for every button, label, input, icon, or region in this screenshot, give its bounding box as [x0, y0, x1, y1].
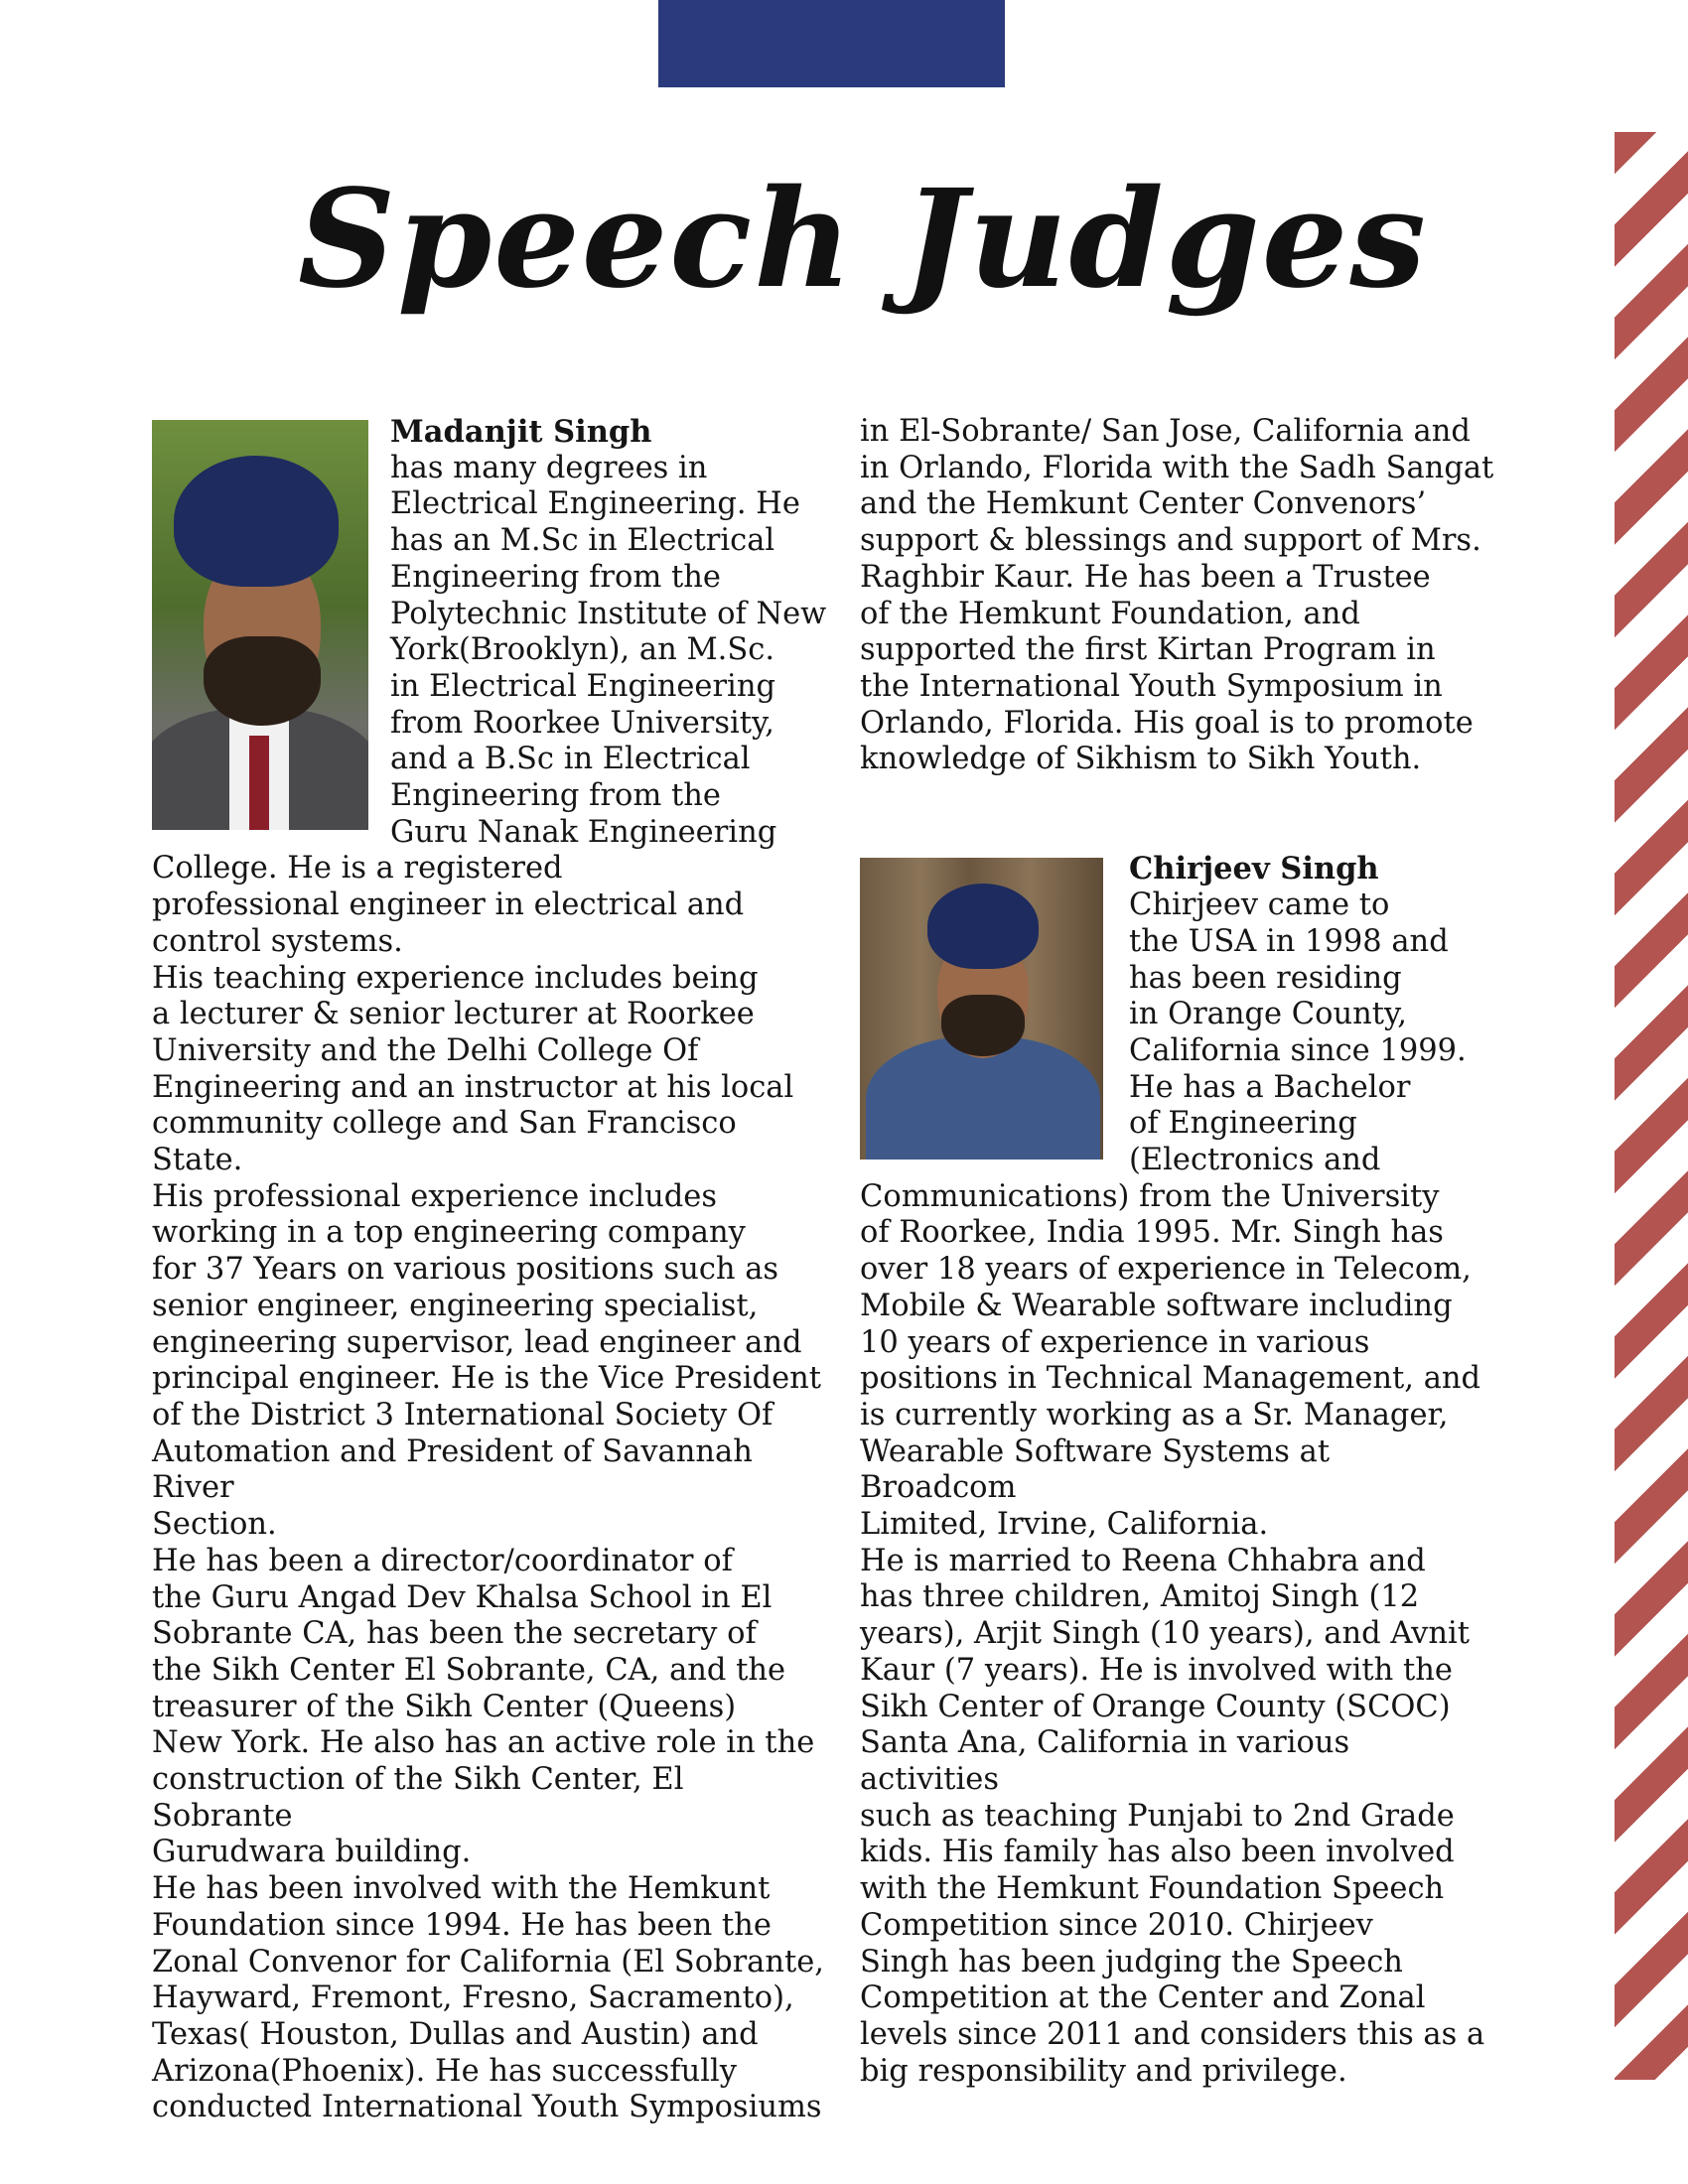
turban-shape	[174, 456, 339, 587]
page-title: Speech Judges	[298, 160, 1428, 319]
turban-shape	[927, 884, 1039, 969]
bio-line: the International Youth Symposium in	[860, 668, 1443, 704]
bio-line: Chirjeev came to	[1129, 887, 1390, 923]
bio-line: Sikh Center of Orange County (SCOC)	[860, 1689, 1451, 1724]
bio-line: principal engineer. He is the Vice President	[152, 1361, 822, 1397]
bio-line: Hayward, Fremont, Fresno, Sacramento),	[152, 1980, 794, 2016]
bio-line: community college and San Francisco State.	[152, 1106, 737, 1178]
bio-line: working in a top engineering company	[152, 1215, 746, 1251]
bio-line: has been residing	[1129, 960, 1402, 996]
bio-line: Competition at the Center and Zonal	[860, 1980, 1426, 2016]
bio-line: is currently working as a Sr. Manager,	[860, 1397, 1449, 1433]
bio-line: Automation and President of Savannah River	[152, 1433, 753, 1506]
bio-line: construction of the Sikh Center, El Sobrante	[152, 1762, 684, 1834]
bio-line: and a B.Sc in Electrical	[390, 742, 751, 777]
bio-line: Gurudwara building.	[152, 1835, 472, 1870]
judge-bio	[152, 887, 827, 2126]
beard-shape	[204, 636, 321, 726]
bio-line: positions in Technical Management, and	[860, 1361, 1481, 1397]
bio-line: Singh has been judging the Speech	[860, 1944, 1403, 1979]
bio-line: control systems.	[152, 923, 403, 959]
bio-line: Polytechnic Institute of New	[390, 596, 827, 631]
bio-line: Zonal Convenor for California (El Sobrante,	[152, 1944, 825, 1979]
judge-name: Madanjit Singh	[390, 414, 652, 450]
bio-line: and the Hemkunt Center Convenors’	[860, 486, 1427, 522]
bio-line: Foundation since 1994. He has been the	[152, 1907, 772, 1943]
bio-line: He has been a director/coordinator of	[152, 1543, 733, 1578]
bio-line: levels since 2011 and considers this as a	[860, 2016, 1485, 2052]
bio-line: Raghbir Kaur. He has been a Trustee	[860, 559, 1431, 595]
bio-line: California since 1999.	[1129, 1032, 1467, 1068]
beard-shape	[941, 995, 1025, 1056]
judge-name: Chirjeev Singh	[1129, 851, 1379, 887]
bio-line: Engineering from the	[390, 778, 721, 814]
bio-line: of the Hemkunt Foundation, and	[860, 596, 1360, 631]
bio-line: York(Brooklyn), an M.Sc.	[390, 632, 775, 668]
bio-line: the Guru Angad Dev Khalsa School in El	[152, 1579, 773, 1615]
bio-line: supported the first Kirtan Program in	[860, 632, 1436, 668]
judge-bio	[860, 1179, 1495, 2091]
left-column	[152, 414, 827, 2126]
bio-line: Santa Ana, California in various activities	[860, 1725, 1350, 1797]
bio-line: such as teaching Punjabi to 2nd Grade	[860, 1798, 1455, 1834]
bio-line: support & blessings and support of Mrs.	[860, 523, 1481, 559]
bio-line: knowledge of Sikhism to Sikh Youth.	[860, 742, 1422, 777]
bio-line: from Roorkee University,	[390, 705, 774, 741]
tie-shape	[249, 736, 269, 830]
bio-line: Sobrante CA, has been the secretary of	[152, 1616, 757, 1652]
bio-line: of the District 3 International Society Of	[152, 1397, 774, 1433]
bio-line: Orlando, Florida. His goal is to promote	[860, 705, 1474, 741]
bio-line: a lecturer & senior lecturer at Roorkee	[152, 997, 755, 1032]
bio-line: the USA in 1998 and	[1129, 923, 1449, 959]
bio-line: the Sikh Center El Sobrante, CA, and the	[152, 1652, 786, 1688]
judge-bio-continued	[860, 414, 1495, 778]
bio-line: His teaching experience includes being	[152, 960, 759, 996]
bio-line: He has a Bachelor	[1129, 1069, 1411, 1105]
bio-line: Communications) from the University	[860, 1178, 1440, 1214]
chirjeev-singh-photo	[860, 858, 1103, 1160]
bio-line: Engineering from the	[390, 559, 721, 595]
top-color-bar	[658, 0, 1005, 87]
bio-line: Kaur (7 years). He is involved with the	[860, 1652, 1453, 1688]
bio-line: (Electronics and	[1129, 1143, 1381, 1178]
bio-line: He is married to Reena Chhabra and	[860, 1543, 1426, 1578]
right-column	[860, 414, 1495, 2090]
bio-line: has many degrees in	[390, 450, 708, 485]
bio-line: in Orange County,	[1129, 997, 1407, 1032]
bio-line: years), Arjit Singh (10 years), and Avnit	[860, 1616, 1471, 1652]
bio-line: in El-Sobrante/ San Jose, California and	[860, 414, 1471, 449]
bio-line: University and the Delhi College Of	[152, 1032, 699, 1068]
bio-line: of Engineering	[1129, 1106, 1357, 1142]
bio-line: with the Hemkunt Foundation Speech	[860, 1871, 1445, 1907]
bio-line: His professional experience includes	[152, 1178, 717, 1214]
bio-line: over 18 years of experience in Telecom,	[860, 1252, 1472, 1288]
bio-line: professional engineer in electrical and	[152, 887, 745, 923]
bio-line: Electrical Engineering. He	[390, 486, 800, 522]
bio-line: Limited, Irvine, California.	[860, 1507, 1269, 1543]
bio-line: in Electrical Engineering	[390, 668, 775, 704]
madanjit-singh-photo	[152, 420, 368, 830]
bio-line: has an M.Sc in Electrical	[390, 523, 775, 559]
bio-line: kids. His family has also been involved	[860, 1835, 1455, 1870]
bio-line: College. He is a registered	[152, 851, 563, 887]
bio-line: Arizona(Phoenix). He has successfully	[152, 2053, 737, 2089]
bio-line: treasurer of the Sikh Center (Queens)	[152, 1689, 737, 1724]
decorative-stripe-border	[1615, 132, 1688, 2080]
bio-line: Mobile & Wearable software including	[860, 1288, 1453, 1323]
bio-line: Texas( Houston, Dullas and Austin) and	[152, 2016, 759, 2052]
bio-line: has three children, Amitoj Singh (12	[860, 1579, 1420, 1615]
bio-line: Wearable Software Systems at Broadcom	[860, 1433, 1331, 1506]
bio-line: Guru Nanak Engineering	[390, 814, 777, 850]
bio-line: New York. He also has an active role in the	[152, 1725, 815, 1761]
bio-line: conducted International Youth Symposiums	[152, 2090, 822, 2125]
bio-line: Competition since 2010. Chirjeev	[860, 1907, 1373, 1943]
bio-line: of Roorkee, India 1995. Mr. Singh has	[860, 1215, 1444, 1251]
bio-line: He has been involved with the Hemkunt	[152, 1871, 771, 1907]
bio-line: Section.	[152, 1507, 277, 1543]
bio-line: senior engineer, engineering specialist,	[152, 1288, 759, 1323]
bio-line: engineering supervisor, lead engineer and	[152, 1324, 802, 1360]
bio-line: in Orlando, Florida with the Sadh Sangat	[860, 450, 1494, 485]
bio-line: Engineering and an instructor at his local	[152, 1069, 794, 1105]
bio-line: for 37 Years on various positions such as	[152, 1252, 779, 1288]
bio-line: 10 years of experience in various	[860, 1324, 1370, 1360]
bio-line: big responsibility and privilege.	[860, 2053, 1347, 2089]
